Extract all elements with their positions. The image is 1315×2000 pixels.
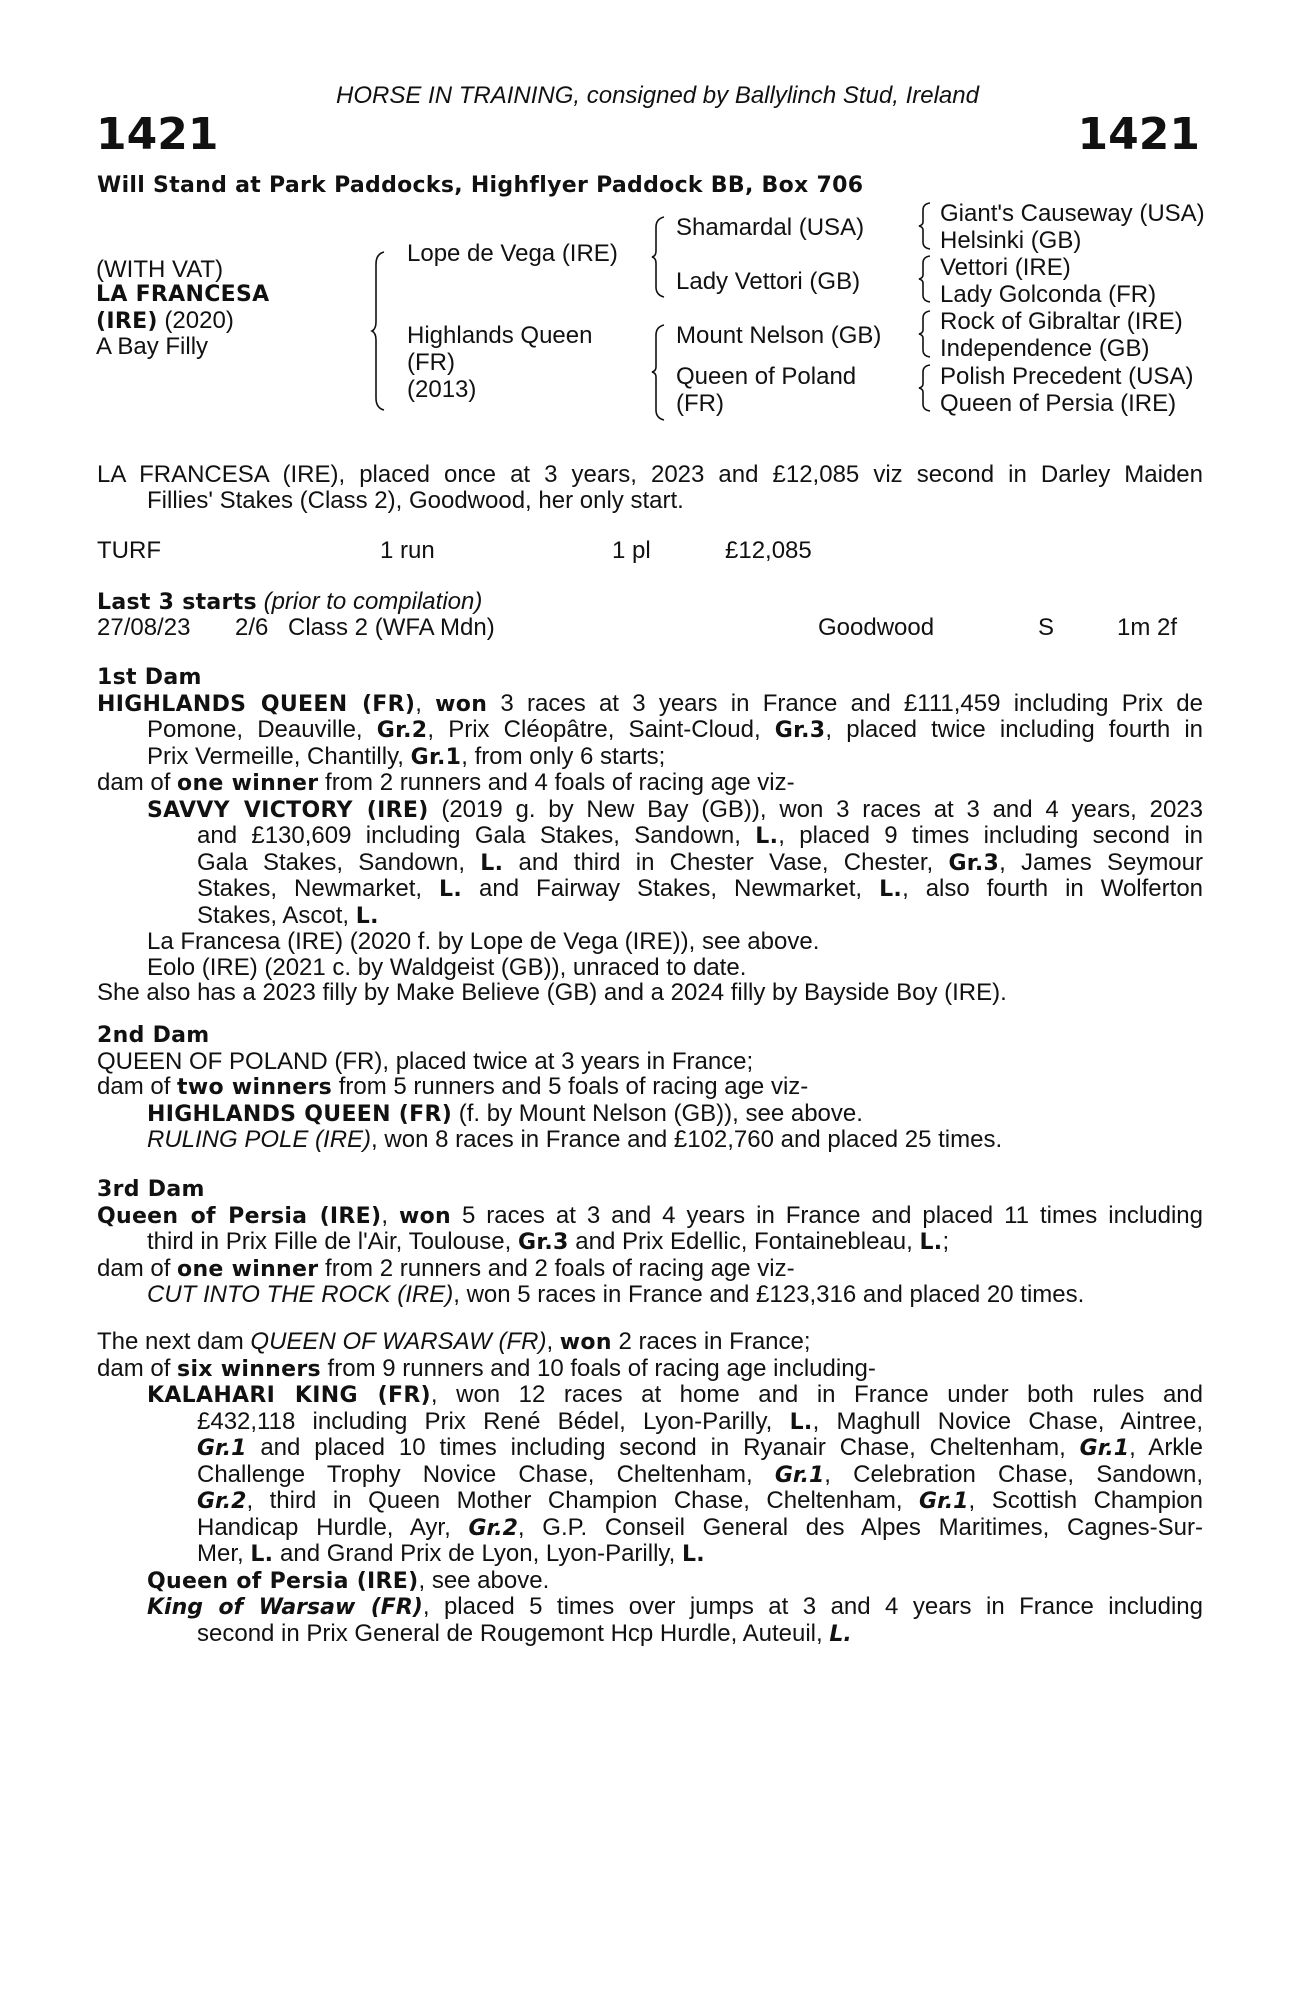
next-dam-line-8 xyxy=(97,1515,1203,1542)
grade: Gr.2 xyxy=(376,718,428,743)
next-dam-line-9 xyxy=(97,1541,1203,1568)
text: and third in Chester Vase, Chester, xyxy=(503,848,949,876)
first-dam-line-10: La Francesa (IRE) (2020 f. by Lope de Vega (IRE)), see above. xyxy=(147,928,820,955)
next-dam-section xyxy=(97,1329,1203,1647)
second-dam-line-3 xyxy=(97,1101,1203,1128)
next-dam-line-11 xyxy=(97,1594,1203,1621)
grade: Gr.1 xyxy=(774,1462,825,1488)
first-dam-line-8 xyxy=(97,876,1203,903)
won-label: won xyxy=(398,1203,451,1229)
pedigree-bracket-main xyxy=(372,252,386,410)
grandsire-3: Rock of Gibraltar (IRE) xyxy=(940,308,1183,335)
progeny-name: HIGHLANDS QUEEN (FR) xyxy=(147,1101,453,1127)
text: , Prix Cléopâtre, Saint-Cloud, xyxy=(427,716,775,743)
first-dam-line-12: She also has a 2023 filly by Make Believe (GB) and a 2024 filly by Bayside Boy (IRE). xyxy=(97,979,1007,1006)
text: and £130,609 including Gala Stakes, Sandown, xyxy=(197,822,756,849)
text: , Maghull Novice Chase, Aintree, xyxy=(812,1407,1203,1435)
grandsire-4: Polish Precedent (USA) xyxy=(940,363,1194,390)
text: , xyxy=(415,689,436,717)
first-dam-line-6 xyxy=(97,823,1203,850)
text: , placed twice including fourth in xyxy=(825,716,1204,743)
location-line: Will Stand at Park Paddocks, Highflyer Paddock BB, Box 706 xyxy=(97,173,864,198)
text: , from only 6 starts; xyxy=(461,742,666,770)
pedigree-bracket-dam xyxy=(652,325,666,420)
grade: Gr.1 xyxy=(410,744,462,770)
text: and Grand Prix de Lyon, Lyon-Parilly, xyxy=(273,1540,682,1567)
pedigree-bracket-sire xyxy=(652,217,666,297)
grade: L. xyxy=(681,1542,705,1567)
pedigree-bracket-g4 xyxy=(919,365,932,411)
record-surface: TURF xyxy=(97,537,161,564)
text: , also fourth in Wolferton xyxy=(902,875,1204,902)
last-starts-title: Last 3 starts xyxy=(97,590,257,615)
text: from 5 runners and 5 foals of racing age viz- xyxy=(332,1073,809,1100)
third-dam-heading: 3rd Dam xyxy=(97,1177,205,1202)
text: Challenge Trophy Novice Chase, Cheltenham, xyxy=(197,1460,775,1488)
grade: L. xyxy=(829,1621,852,1647)
text: 5 races at 3 and 4 years in France and placed 11 times including xyxy=(450,1201,1203,1229)
text: Prix Vermeille, Chantilly, xyxy=(147,742,411,770)
grade: L. xyxy=(250,1542,274,1567)
text: dam of xyxy=(97,1254,178,1282)
progeny-name: Queen of Persia (IRE) xyxy=(147,1568,419,1594)
text: , placed 9 times including second in xyxy=(778,822,1204,849)
grade: Gr.3 xyxy=(948,850,1000,876)
horse-year: (2020) xyxy=(157,307,234,334)
grade: L. xyxy=(789,1409,813,1435)
text: and placed 10 times including second in Ryanair Chase, Cheltenham, xyxy=(246,1434,1080,1461)
text: 3 races at 3 years in France and £111,459 including Prix de xyxy=(487,689,1203,717)
last-starts-heading xyxy=(97,589,482,616)
text: , won 5 races in France and £123,316 and placed 20 times. xyxy=(453,1281,1085,1308)
start-distance: 1m 2f xyxy=(1117,614,1178,641)
second-dam-section xyxy=(97,1023,1203,1153)
progeny-name: KALAHARI KING (FR) xyxy=(147,1383,431,1408)
grade: L. xyxy=(755,824,779,849)
text: , G.P. Conseil General des Alpes Maritimes, Cagnes-Sur- xyxy=(517,1513,1204,1541)
first-dam-line-7 xyxy=(97,850,1203,877)
text: Pomone, Deauville, xyxy=(147,716,377,743)
start-course: Goodwood xyxy=(818,614,935,641)
start-race: Class 2 (WFA Mdn) xyxy=(288,614,495,641)
second-dam-line-1: QUEEN OF POLAND (FR), placed twice at 3 years in France; xyxy=(97,1047,754,1075)
start-position: 2/6 xyxy=(235,614,269,641)
grade: Gr.3 xyxy=(774,718,826,743)
sire-sire: Shamardal (USA) xyxy=(676,214,865,241)
horse-description: A Bay Filly xyxy=(96,333,209,360)
next-dam-line-12 xyxy=(97,1621,1203,1648)
next-dam-line-6 xyxy=(97,1462,1203,1489)
first-dam-section xyxy=(97,665,1203,1006)
progeny-name: RULING POLE (IRE) xyxy=(147,1126,372,1153)
first-dam-line-11: Eolo (IRE) (2021 c. by Waldgeist (GB)), unraced to date. xyxy=(147,953,747,981)
grade: L. xyxy=(879,877,903,902)
text: , third in Queen Mother Champion Chase, Cheltenham, xyxy=(246,1487,920,1514)
grade: L. xyxy=(355,903,379,929)
granddam-1: Helsinki (GB) xyxy=(940,227,1082,254)
text: Mer, xyxy=(197,1540,251,1567)
grandsire-1: Giant's Causeway (USA) xyxy=(940,200,1205,227)
dam-country: (FR) xyxy=(407,349,455,376)
text: second in Prix General de Rougemont Hcp Hurdle, Auteuil, xyxy=(197,1619,830,1647)
text: (2019 g. by New Bay (GB)), won 3 races at 3 and 4 years, 2023 xyxy=(428,795,1203,823)
winners-count: one winner xyxy=(177,771,319,796)
text: , xyxy=(381,1201,399,1229)
next-dam-line-2 xyxy=(97,1356,1203,1383)
grandsire-2: Vettori (IRE) xyxy=(940,254,1071,281)
next-dam-line-7 xyxy=(97,1488,1203,1515)
text: dam of xyxy=(97,1354,178,1382)
second-dam-line-4 xyxy=(97,1127,1203,1153)
won-label: won xyxy=(559,1330,612,1355)
granddam-4: Queen of Persia (IRE) xyxy=(940,390,1177,417)
vat-label: (WITH VAT) xyxy=(96,256,224,283)
progeny-name: SAVVY VICTORY (IRE) xyxy=(147,797,429,823)
text: , James Seymour xyxy=(999,848,1203,876)
pedigree-bracket-g1 xyxy=(919,203,932,249)
next-dam-line-3 xyxy=(97,1382,1203,1409)
third-dam-line-3 xyxy=(97,1256,1203,1283)
lot-number-right: 1421 xyxy=(1077,109,1200,160)
text: Stakes, Newmarket, xyxy=(197,875,440,902)
text: 2 races in France; xyxy=(611,1328,811,1355)
grade: L. xyxy=(919,1230,943,1255)
winners-count: one winner xyxy=(177,1256,319,1282)
pedigree-bracket-g3 xyxy=(919,311,932,357)
grade: Gr.2 xyxy=(468,1515,518,1541)
grade: Gr.1 xyxy=(919,1489,969,1514)
text: dam of xyxy=(97,1073,178,1100)
dam-year: (2013) xyxy=(407,376,477,403)
next-dam-line-1 xyxy=(97,1329,1203,1356)
dam-sire: Mount Nelson (GB) xyxy=(676,322,882,349)
text: dam of xyxy=(97,769,178,796)
second-dam-heading: 2nd Dam xyxy=(97,1023,210,1048)
text: third in Prix Fille de l'Air, Toulouse, xyxy=(147,1228,518,1255)
granddam-2: Lady Golconda (FR) xyxy=(940,281,1157,308)
first-dam-line-2 xyxy=(97,717,1203,744)
grade: L. xyxy=(439,877,463,902)
horse-country: (IRE) xyxy=(96,309,158,334)
winners-count: six winners xyxy=(177,1356,321,1382)
text: from 2 runners and 2 foals of racing age viz- xyxy=(318,1254,795,1282)
progeny-name: CUT INTO THE ROCK (IRE) xyxy=(147,1281,454,1308)
text: , Arkle xyxy=(1129,1434,1203,1461)
text: Handicap Hurdle, Ayr, xyxy=(197,1513,469,1541)
third-dam-line-2 xyxy=(97,1229,1203,1256)
first-dam-line-3 xyxy=(97,744,1203,771)
horse-name: LA FRANCESA xyxy=(96,282,270,307)
granddam-3: Independence (GB) xyxy=(940,335,1150,362)
next-dam-line-4 xyxy=(97,1409,1203,1436)
third-dam-line-4 xyxy=(97,1282,1203,1308)
winners-count: two winners xyxy=(177,1075,333,1100)
start-going: S xyxy=(1038,614,1055,641)
record-runs: 1 run xyxy=(380,537,435,564)
text: , xyxy=(546,1328,560,1355)
lot-number-left: 1421 xyxy=(96,109,219,160)
grade: L. xyxy=(480,850,504,876)
text: , Celebration Chase, Sandown, xyxy=(824,1460,1203,1488)
text: The next dam xyxy=(97,1328,251,1355)
record-earnings: £12,085 xyxy=(725,537,812,564)
consignment-line: HORSE IN TRAINING, consigned by Ballylinch Stud, Ireland xyxy=(336,82,979,109)
summary-line-1: LA FRANCESA (IRE), placed once at 3 years, 2023 and £12,085 viz second in Darley Maiden xyxy=(97,461,1203,488)
first-dam-line-4 xyxy=(97,770,1203,797)
next-dam-line-10 xyxy=(97,1568,1203,1595)
first-dam-line-5 xyxy=(97,797,1203,824)
third-dam-section xyxy=(97,1177,1203,1308)
text: ; xyxy=(942,1228,950,1255)
text: and Fairway Stakes, Newmarket, xyxy=(462,875,880,902)
text: from 9 runners and 10 foals of racing age including- xyxy=(320,1354,876,1382)
text: Stakes, Ascot, xyxy=(197,901,356,929)
won-label: won xyxy=(435,691,488,717)
record-placed: 1 pl xyxy=(612,537,651,564)
next-dam-name: QUEEN OF WARSAW (FR) xyxy=(250,1328,547,1355)
text: , see above. xyxy=(418,1566,550,1594)
first-dam-line-1 xyxy=(97,691,1203,718)
text: , won 12 races at home and in France under both rules and xyxy=(430,1381,1204,1408)
second-dam-line-2 xyxy=(97,1074,1203,1101)
start-date: 27/08/23 xyxy=(97,614,191,641)
sire: Lope de Vega (IRE) xyxy=(407,240,618,267)
text: , Scottish Champion xyxy=(968,1487,1203,1514)
dam: Highlands Queen xyxy=(407,322,593,349)
third-dam-name: Queen of Persia (IRE) xyxy=(97,1203,382,1229)
race-summary xyxy=(97,462,1203,513)
first-dam-line-9 xyxy=(97,903,1203,930)
text: from 2 runners and 4 foals of racing age viz- xyxy=(318,769,795,796)
horse-country-year xyxy=(96,308,234,335)
grade: Gr.3 xyxy=(517,1230,569,1255)
first-dam-heading: 1st Dam xyxy=(97,665,202,690)
sire-dam: Lady Vettori (GB) xyxy=(676,268,861,295)
last-starts-note: (prior to compilation) xyxy=(256,588,483,615)
third-dam-line-1 xyxy=(97,1203,1203,1230)
first-dam-name: HIGHLANDS QUEEN (FR) xyxy=(97,691,416,717)
text: (f. by Mount Nelson (GB)), see above. xyxy=(452,1099,863,1127)
grade: Gr.2 xyxy=(197,1489,247,1514)
text: , won 8 races in France and £102,760 and placed 25 times. xyxy=(371,1126,1003,1153)
grade: Gr.1 xyxy=(197,1436,247,1461)
text: , placed 5 times over jumps at 3 and 4 years in France including xyxy=(422,1593,1203,1620)
pedigree-bracket-g2 xyxy=(919,256,932,302)
dam-dam-country: (FR) xyxy=(676,390,724,417)
text: and Prix Edellic, Fontainebleau, xyxy=(568,1228,920,1255)
grade: Gr.1 xyxy=(1079,1436,1130,1461)
text: £432,118 including Prix René Bédel, Lyon-Parilly, xyxy=(197,1407,790,1435)
next-dam-line-5 xyxy=(97,1435,1203,1462)
text: Gala Stakes, Sandown, xyxy=(197,848,481,876)
summary-line-2: Fillies' Stakes (Class 2), Goodwood, her only start. xyxy=(147,486,684,514)
dam-dam: Queen of Poland xyxy=(676,363,857,390)
progeny-name: King of Warsaw (FR) xyxy=(147,1595,423,1620)
